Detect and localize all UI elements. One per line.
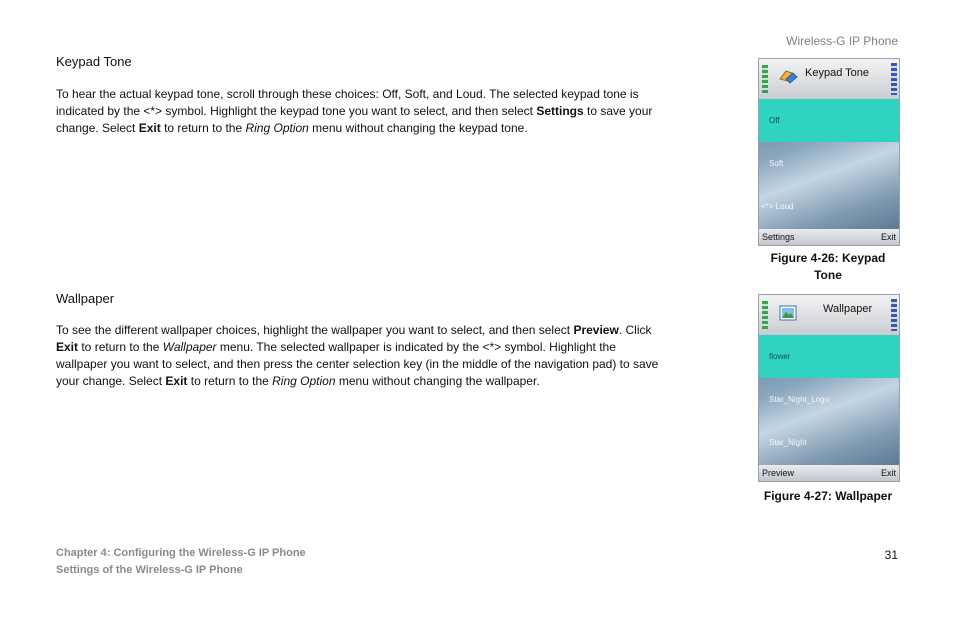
page-number: 31: [884, 548, 898, 562]
wallpaper-paragraph: To see the different wallpaper choices, highlight the wallpaper you want to select, and then select Preview. Click Exit to return to the Wallpaper menu. The selected wallpaper is indicated by the <*> symbol. Highlight the wallpaper you want to select, and then press the center selection key (in the middle of the navigation pad) to save your change. Select Exit to return to the Ring Option menu without changing the wallpaper.: [56, 323, 659, 388]
keypad-tone-app-icon: [777, 67, 799, 87]
preview-softkey[interactable]: Preview: [762, 468, 795, 478]
keypad-option-soft[interactable]: Soft: [769, 159, 784, 168]
battery-icon: [891, 299, 897, 331]
exit-softkey[interactable]: Exit: [880, 232, 896, 242]
keypad-option-loud[interactable]: <*> Loud: [761, 202, 794, 211]
keypad-tone-screenshot: [758, 58, 900, 246]
wallpaper-heading: Wallpaper: [56, 291, 115, 306]
header-product-name: Wireless-G IP Phone: [786, 34, 898, 48]
phone-title-bar: [759, 59, 899, 99]
phone-menu-screen: [759, 99, 899, 229]
wallpaper-option-star-night-logo[interactable]: Star_Night_Logo: [769, 395, 830, 404]
phone-screen-title: Keypad Tone: [805, 67, 870, 79]
phone-softkey-bar: [759, 229, 899, 245]
footer-chapter: Chapter 4: Configuring the Wireless-G IP Phone: [56, 547, 306, 559]
settings-softkey[interactable]: Settings: [762, 232, 795, 242]
wallpaper-option-star-night[interactable]: Star_Night: [769, 438, 807, 447]
phone-menu-screen: [759, 335, 899, 465]
exit-softkey[interactable]: Exit: [880, 468, 896, 478]
keypad-tone-paragraph: To hear the actual keypad tone, scroll through these choices: Off, Soft, and Loud. The selected keypad tone is indicated by the <*> symbol. Highlight the keypad tone you want to select, and then select Settings to save your change. Select Exit to return to the Ring Option menu without changing the keypad tone.: [56, 87, 653, 135]
figure-4-26-caption: Figure 4-26: Keypad Tone: [770, 251, 886, 282]
wallpaper-screenshot: [758, 294, 900, 482]
figure-4-27-caption: Figure 4-27: Wallpaper: [763, 489, 893, 503]
phone-title-bar: [759, 295, 899, 335]
phone-screen-title: Wallpaper: [823, 303, 873, 315]
footer-section: Settings of the Wireless-G IP Phone: [56, 564, 243, 576]
signal-strength-icon: [762, 65, 768, 93]
keypad-option-off[interactable]: Off: [759, 99, 899, 142]
signal-strength-icon: [762, 301, 768, 329]
wallpaper-image-icon: [777, 303, 799, 323]
keypad-tone-heading: Keypad Tone: [56, 54, 132, 69]
phone-softkey-bar: [759, 465, 899, 481]
battery-icon: [891, 63, 897, 95]
wallpaper-option-flower[interactable]: flower: [759, 335, 899, 378]
